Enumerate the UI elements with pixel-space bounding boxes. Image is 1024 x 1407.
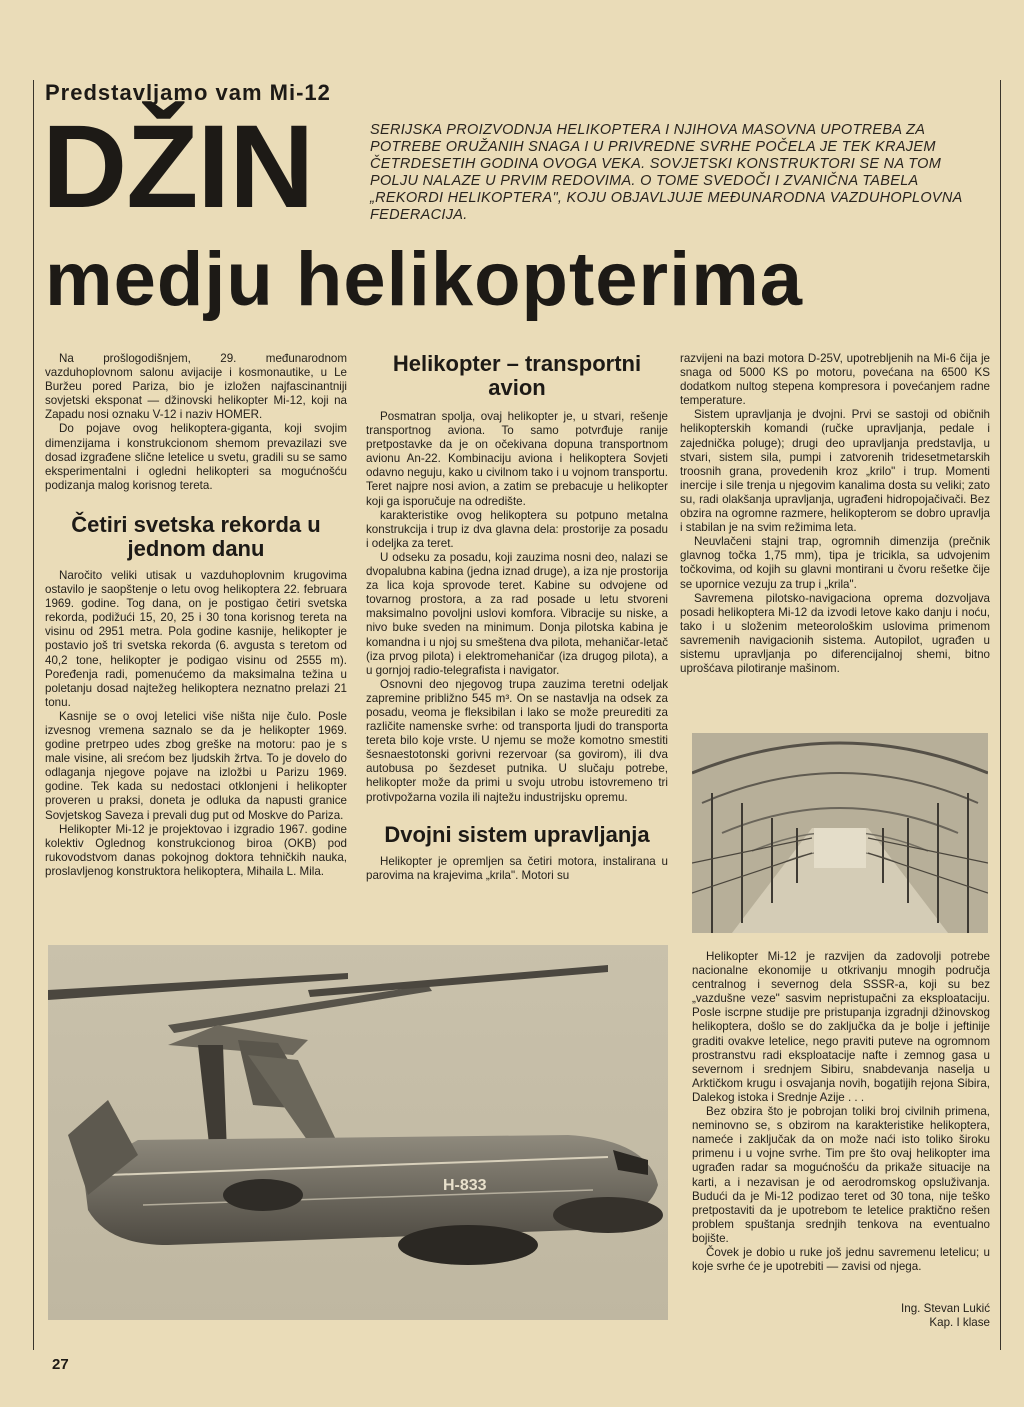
body-paragraph: Sistem upravljanja je dvojni. Prvi se sastoji od običnih helikopterskih komandi (ručke upravljanja, pedale i zajednička poluge); drugi deo upravljanja predstavlja, u stvari, sistem sila, pumpi i zatvorenih tridesetmetarskih troosnih grana, provedenih kroz „krilo" i trup. Momenti inercije i sile trenja u njegovim kanalima dosta su veliki; zato su, radi olakšanja upravljanja, ugrađeni hidropojačivači. Bez obzira na ogromne razmere, helikopterom se dobro upravlja i stabilan je na svim režimima leta. bbox=[680, 408, 990, 535]
body-paragraph: Posmatran spolja, ovaj helikopter je, u stvari, rešenje transportnog aviona. To samo potvrđuje ranije pretpostavke da je on očekivana dopuna transportnom avionu An-22. Kombinaciju aviona i helikoptera Sovjeti odavno neguju, kako u civilnom tako i u vojnom transportu. Teret najpre nosi avion, a zatim se prebacuje u helikopter koji ga isporučuje na odredište. bbox=[366, 410, 668, 508]
body-paragraph: Naročito veliki utisak u vazduhoplovnim krugovima ostavilo je saopštenje o letu ovog helikoptera 22. februara 1969. godine. Tog dana, on je postigao četiri svetska rekorda, podižući 15, 20, 25 i 30 tona korisnog tereta na visinu od 2951 metra. Pola godine kasnije, helikopter je postavio još tri svetska rekorda (6. avgusta s teretom od 40,2 tone, helikopter je podigao visinu od 2555 m). Poređenja radi, pomenućemo da maksimalna težina u poletanju dosad najtežeg helikoptera neznatno prelazi 21 tonu. bbox=[45, 568, 347, 709]
body-paragraph: U odseku za posadu, koji zauzima nosni deo, nalazi se dvopalubna kabina (jedna iznad druge), a iza nje prostorija za lica koja sprovode teret. Kabine su odvojene od tovarnog prostora, a za rad posade u letu stvoreni maksimalno povoljni uslovi komfora. Vibracije su niske, a nivo buke sveden na minimum. Donja pilotska kabina je komandna i u njoj su smeštena dva pilota, mehaničar-letač (iza prvog pilota) i elektromehaničar (iza drugog pilota), a u gornjoj radio-telegrafista i navigator. bbox=[366, 550, 668, 677]
page-number: 27 bbox=[52, 1356, 69, 1373]
article-deck: SERIJSKA PROIZVODNJA HELIKOPTERA I NJIHOVA MASOVNA UPOTREBA ZA POTREBE ORUŽANIH SNAGA I U PRIVREDNE SVRHE POČELA JE TEK KRAJEM ČETRDESETIH GODINA OVOGA VEKA. SOVJETSKI KONSTRUKTORI SE NA TOM POLJU NALAZE U PRVIM REDOVIMA. O TOME SVEDOČI I ZVANIČNA TABELA „REKORDI HELIKOPTERA", KOJU OBJAVLJUJE MEĐUNARODNA VAZDUHOPLOVNA FEDERACIJA. bbox=[370, 122, 963, 223]
helicopter-photo bbox=[48, 945, 668, 1320]
mi12-helicopter-illustration bbox=[48, 945, 668, 1320]
article-subtitle: medju helikopterima bbox=[45, 237, 804, 322]
intro-paragraph: Do pojave ovog helikoptera-giganta, koji svojim dimenzijama i konstrukcionom shemom prevazilazi sve dosad izgrađene slične letelice u svetu, gradili su se samo eksperimentalni i ogledni helikopteri sa mogućnošću podizanja malog korisnog tereta. bbox=[45, 422, 347, 492]
body-paragraph: Osnovni deo njegovog trupa zauzima teretni odeljak zapremine približno 545 m³. On se nastavlja na odsek za posadu, veoma je fleksibilan i lako se može preurediti za različite namenske svrhe: od transporta ljudi do transporta tereta bilo koje vrste. U njemu se može komotno smestiti šesnaestotonski gorivni rezervoar (sa govirom), ili dva autobusa po šezdeset putnika. U slučaju potrebe, helikopter može da primi u svoju utrobu istovremeno tri protivpožarna vozila ili najtežu industrijsku opremu. bbox=[366, 677, 668, 804]
body-paragraph: Kasnije se o ovoj letelici više ništa nije čulo. Posle izvesnog vremena saznalo se da je helikopter 1969. godine pretrpeo udes zbog greške na motoru: pao je s male visine, ali srećom bez ljudskih žrtva. To je dovelo do odlaganja njegove pojave na izložbi u Parizu 1969. godine. Tek kada su nedostaci otklonjeni i helikopter proveren u praksi, doneta je odluka da napusti granice Sovjetskog Saveza i prevali dug put od Moskve do Pariza. bbox=[45, 709, 347, 822]
intro-paragraph: Na prošlogodišnjem, 29. međunarodnom vazduhoplovnom salonu avijacije i kosmonautike, u Le Buržeu pored Pariza, bio je izložen najfascinantniji sovjetski eksponat — džinovski helikopter Mi-12, koji na Zapadu nosi oznaku V-12 i naziv HOMER. bbox=[45, 352, 347, 422]
body-paragraph: karakteristike ovog helikoptera su potpuno metalna konstrukcija i trup iz dva glavna dela: prostorije za posadu i odeljka za teret. bbox=[366, 508, 668, 550]
column-3-top bbox=[680, 352, 990, 676]
body-paragraph: Neuvlačeni stajni trap, ogromnih dimenzija (prečnik glavnog točka 1,75 mm), tipa je tricikla, sa udvojenim točkovima, od kojih su glavni montirani u čvoru rešetke čije se upornice vezuju za trup i „krila". bbox=[680, 535, 990, 591]
right-column-rule bbox=[1000, 80, 1001, 1350]
left-column-rule bbox=[33, 80, 34, 1350]
author-signature bbox=[870, 1302, 990, 1330]
author-name: Ing. Stevan Lukić bbox=[901, 1302, 990, 1315]
cargo-hold-illustration bbox=[692, 733, 988, 933]
article-title: DŽIN bbox=[42, 101, 314, 233]
author-rank: Kap. I klase bbox=[929, 1316, 990, 1329]
column-3-bottom bbox=[692, 950, 990, 1274]
body-paragraph: Helikopter Mi-12 je razvijen da zadovolji potrebe nacionalne ekonomije u otkrivanju mnogih područja centralnog i severnog dela SSSR-a, koji su bez „vazdušne veze" sasvim nepristupačni za eksploataciju. Posle iscrpne studije pre pristupanja izgradnji džinovskog helikoptera, došlo se do zaključka da je bolje i jeftinije graditi ovakve letelice, nego praviti puteve na ogromnom prostranstvu radi eksploatacije nafte i zemnog gasa u severnom i srednjem Sibiru, snabdevanja naselja u Arktičkom krugu i osvajanja novih, bogatijih rejona Sibira, Dalekog istoka i Srednje Azije . . . bbox=[692, 950, 990, 1104]
body-paragraph: Helikopter je opremljen sa četiri motora, instalirana u parovima na krajevima „krila". Motori su bbox=[366, 854, 668, 882]
cargo-hold-photo bbox=[692, 733, 988, 933]
kicker: Predstavljamo vam Mi-12 bbox=[45, 80, 331, 105]
column-1 bbox=[45, 352, 347, 879]
body-paragraph: Bez obzira što je pobrojan toliki broj civilnih primena, neminovno se, s obzirom na karakteristike helikoptera, nameće i zaključak da on može naći isto toliko široku primenu i u vojne svrhe. Tim pre što ovaj helikopter ima ugrađen radar sa mogućnošću da prikaže situacije na karti, a i nezavisan je od aerodromskog opsluživanja. Budući da je Mi-12 podizao teret od 30 tona, nije teško pretpostaviti da je upotrebom te letelice praktično rešen problem spuštanja srednjih tenkova na eventualno bojište. bbox=[692, 1105, 990, 1245]
body-paragraph: Helikopter Mi-12 je projektovao i izgradio 1967. godine kolektiv Oglednog konstrukcionog biroa (OKB) pod rukovodstvom danas pokojnog doktora tehničkih nauka, proslavljenog konstruktora helikoptera, Mihaila L. Mila. bbox=[45, 822, 347, 878]
section-heading-records: Četiri svetska rekorda u jednom danu bbox=[71, 511, 321, 561]
section-heading-transport: Helikopter – transportni avion bbox=[392, 351, 642, 400]
column-2 bbox=[366, 352, 668, 883]
body-paragraph: razvijeni na bazi motora D-25V, upotrebljenih na Mi-6 čija je snaga od 5000 KS po motoru, povećana na 6500 KS dodatkom nultog stepena kompresora i povećanjem radne temperature. bbox=[680, 352, 990, 408]
section-heading-control: Dvojni sistem upravljanja bbox=[384, 821, 650, 847]
body-paragraph: Čovek je dobio u ruke još jednu savremenu letelicu; u koje svrhe će je upotrebiti — zavisi od njega. bbox=[692, 1245, 990, 1274]
registration-label: H-833 bbox=[443, 1177, 487, 1194]
body-paragraph: Savremena pilotsko-navigaciona oprema dozvoljava posadi helikoptera Mi-12 da izvodi letove kako danju i noću, tako i u složenim meteorološkim uslovima primenom savremenih navigacionih sistema. Autopilot, ugrađen u sistemu upravljanja po diferencijalnoj shemi, bitno uprošćava pilotiranje mašinom. bbox=[680, 591, 990, 676]
